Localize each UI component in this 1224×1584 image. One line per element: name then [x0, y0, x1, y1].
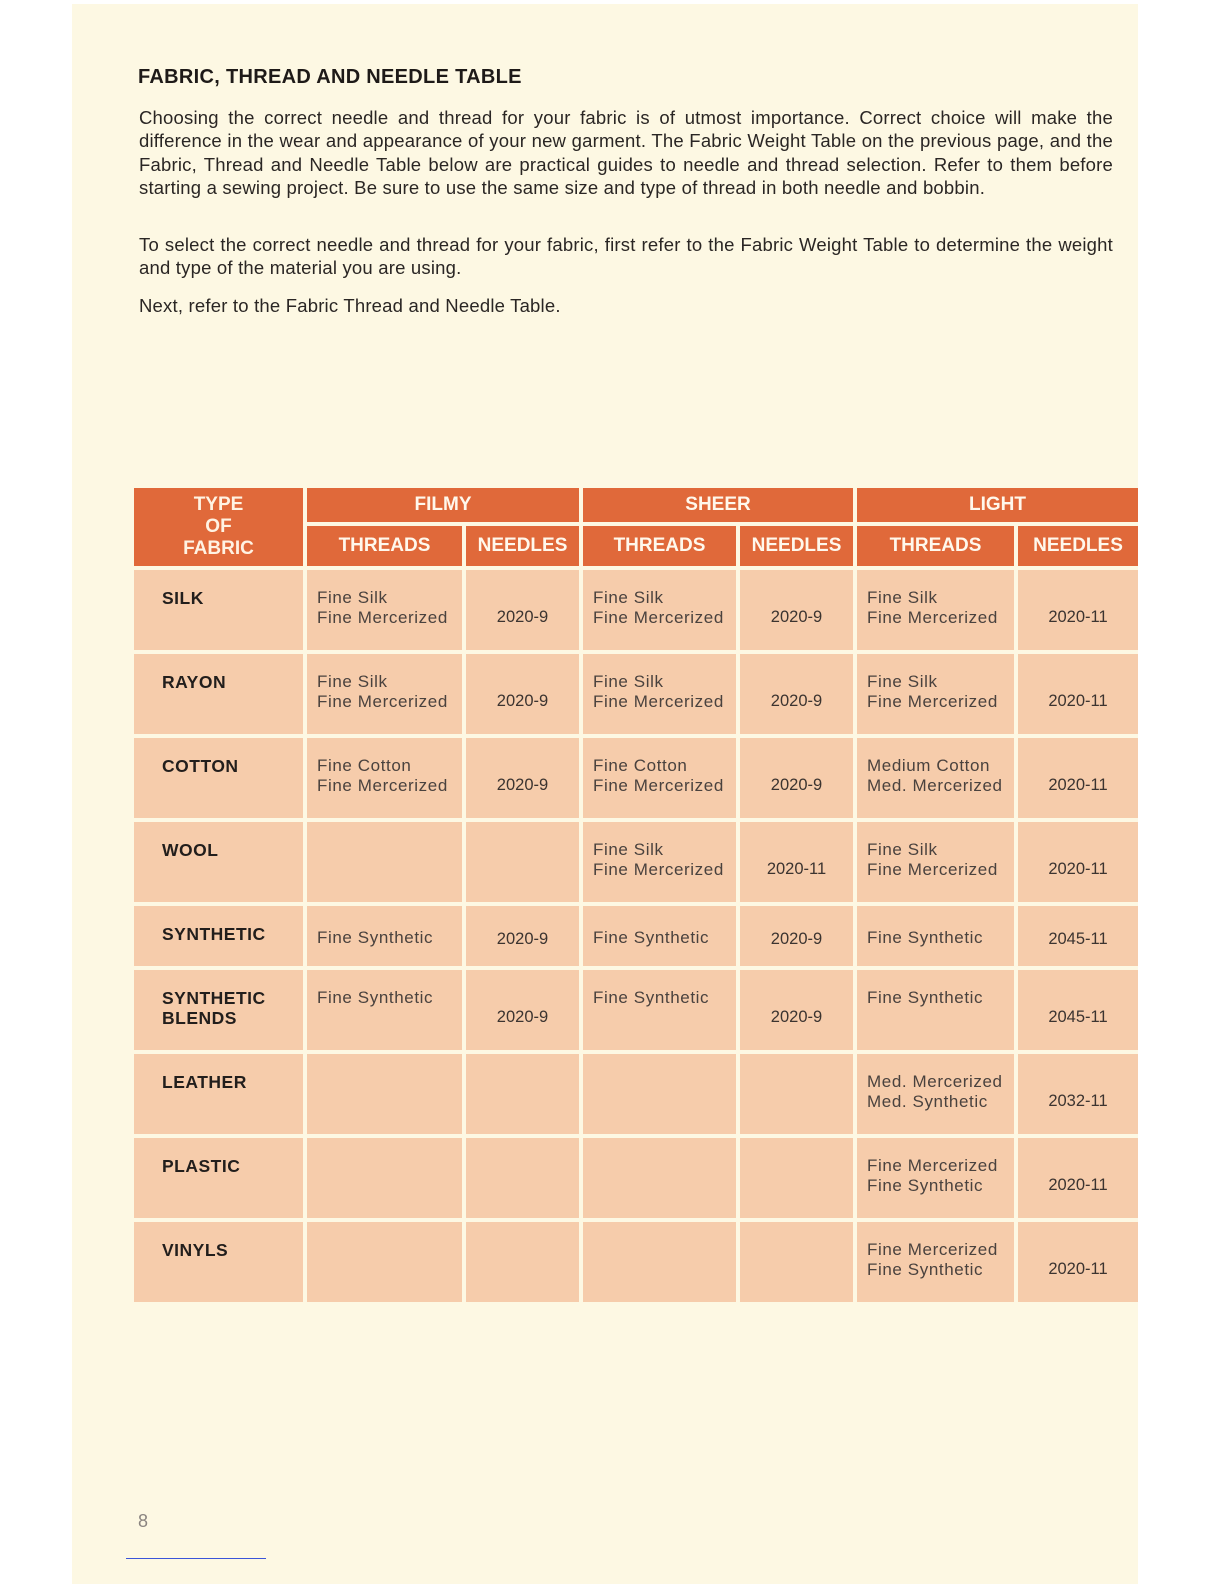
- light-threads-cell: Fine Mercerized Fine Synthetic: [857, 1222, 1014, 1302]
- fabric-type-cell: COTTON: [134, 738, 303, 818]
- sheer-needle-cell: [740, 1054, 853, 1134]
- light-threads-cell: Med. Mercerized Med. Synthetic: [857, 1054, 1014, 1134]
- fabric-type-cell: SYNTHETIC BLENDS: [134, 970, 303, 1050]
- table-row: [134, 970, 1138, 1050]
- sheer-needle-cell: 2020-9: [740, 654, 853, 734]
- filmy-needle-cell: [466, 1054, 579, 1134]
- filmy-needle-cell: [466, 1138, 579, 1218]
- table-body: [134, 570, 1138, 1302]
- filmy-needles-header: NEEDLES: [466, 526, 579, 566]
- table-row: [134, 906, 1138, 966]
- table-row: [134, 1222, 1138, 1302]
- fabric-type-cell: PLASTIC: [134, 1138, 303, 1218]
- fabric-type-cell: LEATHER: [134, 1054, 303, 1134]
- filmy-header: FILMY: [307, 488, 579, 522]
- filmy-threads-cell: Fine Synthetic: [307, 906, 462, 966]
- sheer-threads-cell: Fine Silk Fine Mercerized: [583, 570, 736, 650]
- light-threads-cell: Medium Cotton Med. Mercerized: [857, 738, 1014, 818]
- sheer-needle-cell: 2020-9: [740, 970, 853, 1050]
- sheer-needle-cell: 2020-9: [740, 570, 853, 650]
- sheer-threads-cell: Fine Cotton Fine Mercerized: [583, 738, 736, 818]
- sheer-threads-cell: Fine Silk Fine Mercerized: [583, 822, 736, 902]
- light-needle-cell: 2032-11: [1018, 1054, 1138, 1134]
- light-threads-cell: Fine Synthetic: [857, 970, 1014, 1050]
- type-of-fabric-header: TYPE OF FABRIC: [134, 488, 303, 566]
- sheer-needle-cell: 2020-9: [740, 738, 853, 818]
- fabric-type-cell: WOOL: [134, 822, 303, 902]
- divider-line: [126, 1558, 266, 1559]
- sheer-header: SHEER: [583, 488, 853, 522]
- filmy-needle-cell: [466, 1222, 579, 1302]
- filmy-needle-cell: 2020-9: [466, 906, 579, 966]
- table-row: [134, 738, 1138, 818]
- sheer-needle-cell: 2020-9: [740, 906, 853, 966]
- light-needle-cell: 2045-11: [1018, 970, 1138, 1050]
- filmy-threads-cell: [307, 1054, 462, 1134]
- sheer-threads-cell: [583, 1222, 736, 1302]
- table-row: [134, 1054, 1138, 1134]
- filmy-threads-cell: Fine Silk Fine Mercerized: [307, 654, 462, 734]
- filmy-threads-header: THREADS: [307, 526, 462, 566]
- light-threads-cell: Fine Silk Fine Mercerized: [857, 570, 1014, 650]
- filmy-threads-cell: Fine Silk Fine Mercerized: [307, 570, 462, 650]
- table-row: [134, 570, 1138, 650]
- intro-paragraph: Choosing the correct needle and thread for your fabric is of utmost importance. Correct choice will make the difference in the wear and appearance of your new garment. The Fabric Weight Table on the previous page, and the Fabric, Thread and Needle Table below are practical guides to needle and thread selection. Refer to them before starting a sewing project. Be sure to use the same size and type of thread in both needle and bobbin.: [139, 107, 1113, 198]
- light-needle-cell: 2020-11: [1018, 1138, 1138, 1218]
- light-header: LIGHT: [857, 488, 1138, 522]
- light-needle-cell: 2020-11: [1018, 570, 1138, 650]
- light-needle-cell: 2020-11: [1018, 738, 1138, 818]
- sheer-needle-cell: [740, 1138, 853, 1218]
- page-number: 8: [138, 1511, 149, 1531]
- fabric-type-cell: RAYON: [134, 654, 303, 734]
- light-needle-cell: 2020-11: [1018, 822, 1138, 902]
- filmy-threads-cell: [307, 1222, 462, 1302]
- filmy-needle-cell: 2020-9: [466, 738, 579, 818]
- light-needles-header: NEEDLES: [1018, 526, 1138, 566]
- light-threads-cell: Fine Silk Fine Mercerized: [857, 822, 1014, 902]
- fabric-type-cell: SYNTHETIC: [134, 906, 303, 966]
- filmy-threads-cell: [307, 1138, 462, 1218]
- filmy-needle-cell: 2020-9: [466, 570, 579, 650]
- table-row: [134, 822, 1138, 902]
- light-threads-cell: Fine Silk Fine Mercerized: [857, 654, 1014, 734]
- filmy-threads-cell: Fine Cotton Fine Mercerized: [307, 738, 462, 818]
- filmy-needle-cell: [466, 822, 579, 902]
- fabric-type-cell: VINYLS: [134, 1222, 303, 1302]
- filmy-needle-cell: 2020-9: [466, 654, 579, 734]
- page-title: FABRIC, THREAD AND NEEDLE TABLE: [138, 66, 522, 88]
- light-threads-header: THREADS: [857, 526, 1014, 566]
- table-row: [134, 654, 1138, 734]
- sheer-needles-header: NEEDLES: [740, 526, 853, 566]
- light-threads-cell: Fine Mercerized Fine Synthetic: [857, 1138, 1014, 1218]
- sheer-needle-cell: [740, 1222, 853, 1302]
- filmy-threads-cell: [307, 822, 462, 902]
- fabric-thread-needle-table: [134, 488, 1138, 1296]
- sheer-threads-cell: [583, 1054, 736, 1134]
- sheer-threads-header: THREADS: [583, 526, 736, 566]
- sheer-threads-cell: [583, 1138, 736, 1218]
- fabric-type-cell: SILK: [134, 570, 303, 650]
- instruction-paragraph: To select the correct needle and thread for your fabric, first refer to the Fabric Weight Table to determine the weight and type of the material you are using.: [139, 234, 1113, 279]
- light-threads-cell: Fine Synthetic: [857, 906, 1014, 966]
- sheer-threads-cell: Fine Synthetic: [583, 906, 736, 966]
- sheer-threads-cell: Fine Synthetic: [583, 970, 736, 1050]
- sheer-needle-cell: 2020-11: [740, 822, 853, 902]
- table-row: [134, 1138, 1138, 1218]
- next-step-paragraph: Next, refer to the Fabric Thread and Needle Table.: [139, 295, 561, 316]
- filmy-threads-cell: Fine Synthetic: [307, 970, 462, 1050]
- filmy-needle-cell: 2020-9: [466, 970, 579, 1050]
- light-needle-cell: 2020-11: [1018, 1222, 1138, 1302]
- light-needle-cell: 2045-11: [1018, 906, 1138, 966]
- sheer-threads-cell: Fine Silk Fine Mercerized: [583, 654, 736, 734]
- light-needle-cell: 2020-11: [1018, 654, 1138, 734]
